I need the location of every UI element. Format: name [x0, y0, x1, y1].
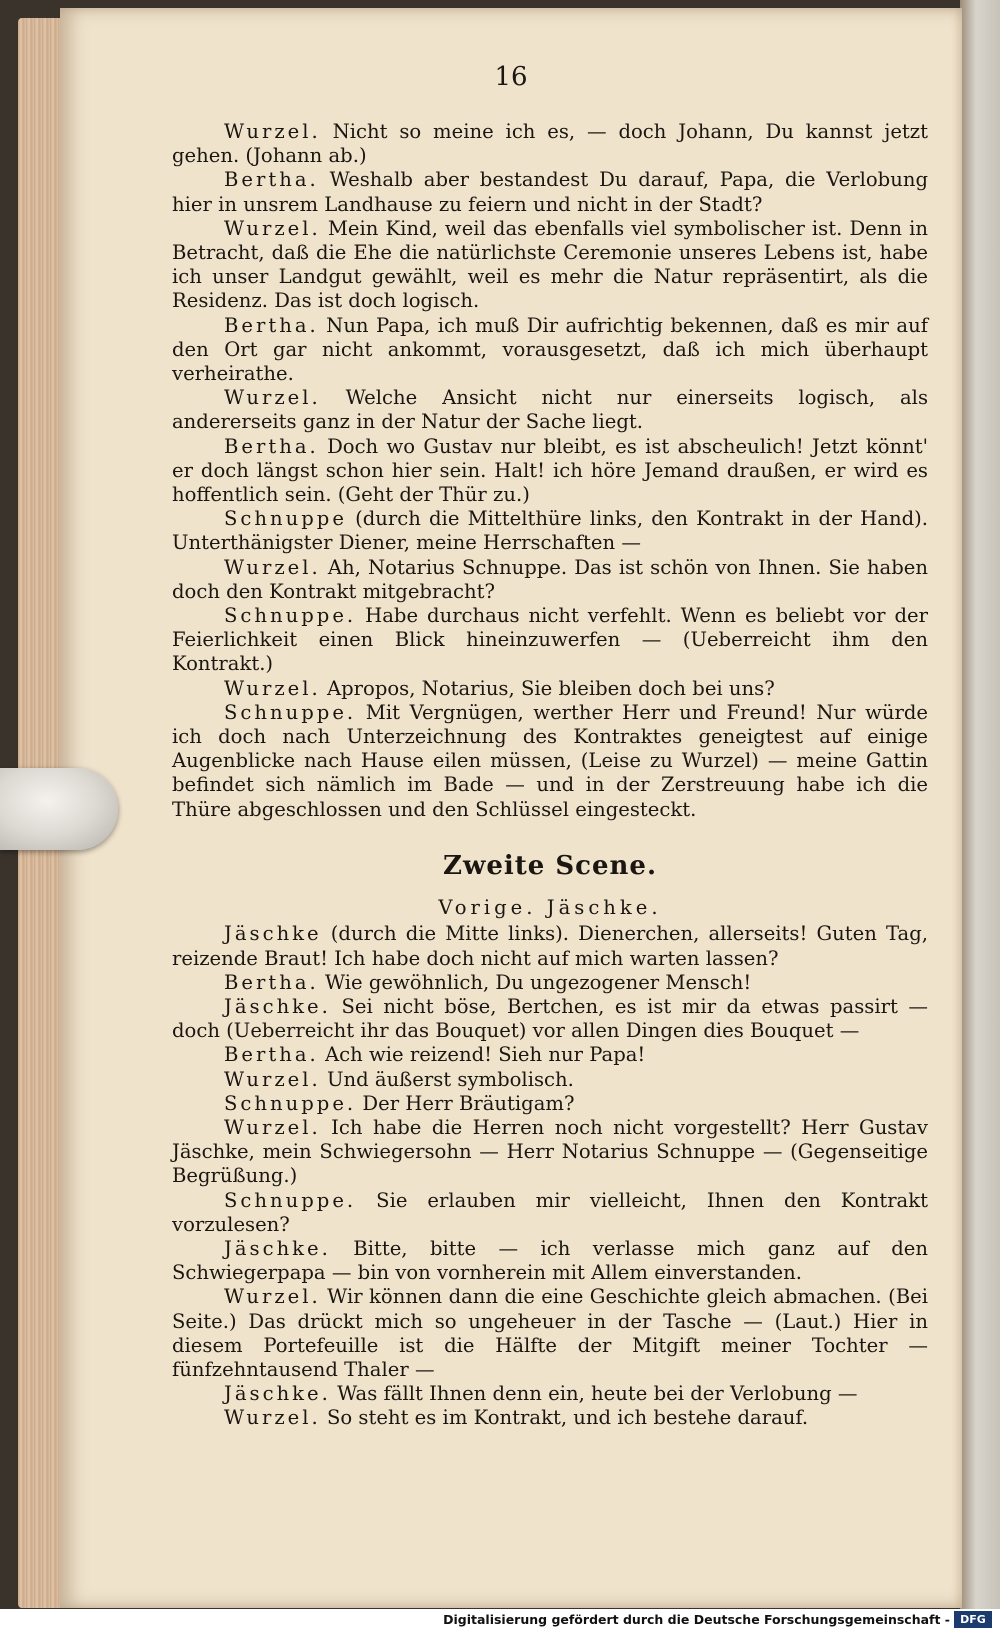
footer-credit: Digitalisierung gefördert durch die Deutsche Forschungsgemeinschaft -: [443, 1612, 950, 1627]
dialogue-text: Mit Vergnügen, werther Herr und Freund! Nur würde ich doch nach Unterzeichnung des Kontraktes geneigtest auf einige Augenblicke nach Hause eilen müssen, (Leise zu Wurzel) — meine Gattin befindet sich nämlich im Bade — und in der Zerstreuung habe ich die Thüre abgeschlossen und den Schlüssel eingesteckt.: [172, 700, 928, 821]
speaker-name: Wurzel.: [224, 555, 321, 579]
dialogue-text: Ah, Notarius Schnuppe. Das ist schön von Ihnen. Sie haben doch den Kontrakt mitgebracht?: [172, 555, 928, 603]
speaker-name: Schnuppe: [224, 507, 347, 531]
book-page: [60, 8, 962, 1608]
dialogue-paragraph: [172, 1382, 928, 1406]
speaker-name: Schnuppe.: [224, 1091, 357, 1115]
page-text: [172, 120, 928, 1431]
dialogue-text: Ach wie reizend! Sieh nur Papa!: [318, 1043, 646, 1067]
dialogue-paragraph: [172, 922, 928, 970]
speaker-name: Jäschke.: [224, 1382, 331, 1406]
dialogue-paragraph: [172, 507, 928, 555]
cast-line: Vorige. Jäschke.: [438, 896, 662, 920]
speaker-name: Bertha.: [224, 434, 319, 458]
dialogue-paragraph: [172, 971, 928, 995]
page-number: 16: [494, 62, 528, 92]
dialogue-paragraph: [172, 1237, 928, 1285]
speaker-name: Jäschke.: [224, 1236, 331, 1260]
dialogue-text: Nicht so meine ich es, — doch Johann, Du kannst jetzt gehen. (Johann ab.): [172, 120, 928, 168]
speaker-name: Jäschke.: [224, 994, 331, 1018]
dialogue-paragraph: [172, 604, 928, 677]
dialogue-paragraph: [172, 314, 928, 387]
dialogue-paragraph: [172, 1043, 928, 1067]
speaker-name: Wurzel.: [224, 1067, 321, 1091]
dialogue-text: Bitte, bitte — ich verlasse mich ganz auf den Schwiegerpapa — bin von vornherein mit Allem einverstanden.: [172, 1236, 928, 1285]
dialogue-text: Und äußerst symbolisch.: [320, 1067, 574, 1091]
speaker-name: Wurzel.: [224, 676, 321, 700]
dialogue-text: Wie gewöhnlich, Du ungezogener Mensch!: [318, 970, 752, 994]
dialogue-text: Welche Ansicht nicht nur einerseits logisch, als andererseits ganz in der Natur der Sache liegt.: [172, 386, 928, 434]
dialogue-paragraph: [172, 677, 928, 701]
speaker-name: Wurzel.: [224, 386, 321, 410]
dialogue-paragraph: [172, 120, 928, 168]
dialogue-paragraph: [172, 1285, 928, 1382]
speaker-name: Wurzel.: [224, 1406, 321, 1430]
dialogue-text: Sie erlauben mir vielleicht, Ihnen den Kontrakt vorzulesen?: [172, 1188, 928, 1236]
speaker-name: Schnuppe.: [224, 1188, 357, 1212]
speaker-name: Bertha.: [224, 970, 319, 994]
dialogue-paragraph: [172, 701, 928, 822]
dialogue-text: Weshalb aber bestandest Du darauf, Papa, die Verlobung hier in unsrem Landhause zu feiern und nicht in der Stadt?: [172, 168, 928, 216]
dialogue-after-scene: [172, 922, 928, 1430]
speaker-name: Jäschke: [224, 922, 322, 946]
dialogue-text: Sei nicht böse, Bertchen, es ist mir da etwas passirt — doch (Ueberreicht ihr das Bouquet) vor allen Dingen dies Bouquet —: [172, 994, 928, 1043]
dialogue-paragraph: [172, 217, 928, 314]
speaker-name: Schnuppe.: [224, 700, 357, 724]
dialogue-paragraph: [172, 435, 928, 508]
speaker-name: Bertha.: [224, 168, 319, 192]
scanner-right-edge: [960, 0, 1000, 1631]
speaker-name: Wurzel.: [224, 1115, 321, 1139]
dialogue-text: (durch die Mittelthüre links, den Kontrakt in der Hand). Unterthänigster Diener, meine Herrschaften —: [172, 507, 928, 555]
dialogue-before-scene: [172, 120, 928, 822]
dialogue-paragraph: [172, 1406, 928, 1430]
speaker-name: Bertha.: [224, 1043, 319, 1067]
dialogue-paragraph: [172, 1068, 928, 1092]
dialogue-text: Habe durchaus nicht verfehlt. Wenn es beliebt vor der Feierlichkeit einen Blick hineinzuwerfen — (Ueberreicht ihm den Kontrakt.): [172, 604, 928, 676]
dialogue-text: Apropos, Notarius, Sie bleiben doch bei uns?: [320, 676, 775, 700]
dialogue-text: Wir können dann die eine Geschichte gleich abmachen. (Bei Seite.) Das drückt mich so ungeheuer in der Tasche — (Laut.) Hier in diesem Portefeuille ist die Hälfte der Mitgift meiner Tochter — fünfzehntausend Thaler —: [172, 1285, 928, 1381]
dialogue-text: Nun Papa, ich muß Dir aufrichtig bekennen, daß es mir auf den Ort gar nicht ankommt, vorausgesetzt, daß ich mich überhaupt verheirathe.: [172, 313, 928, 386]
scanner-thumb: [0, 768, 118, 850]
dfg-logo-icon: DFG: [954, 1611, 992, 1628]
dialogue-paragraph: [172, 386, 928, 434]
speaker-name: Bertha.: [224, 313, 319, 337]
dialogue-paragraph: [172, 1116, 928, 1189]
dialogue-text: So steht es im Kontrakt, und ich bestehe darauf.: [320, 1406, 809, 1430]
dialogue-text: Doch wo Gustav nur bleibt, es ist abscheulich! Jetzt könnt' er doch längst schon hier sein. Halt! ich höre Jemand draußen, er wird es hoffentlich sein. (Geht der Thür zu.): [172, 434, 928, 507]
dialogue-text: Mein Kind, weil das ebenfalls viel symbolischer ist. Denn in Betracht, daß die Ehe die natürlichste Ceremonie unseres Lebens ist, habe ich unser Landgut gewählt, weil es mehr die Natur repräsentirt, als die Residenz. Das ist doch logisch.: [172, 216, 928, 313]
dialogue-text: Ich habe die Herren noch nicht vorgestellt? Herr Gustav Jäschke, mein Schwiegersohn — Herr Notarius Schnuppe — (Gegenseitige Begrüßung.): [172, 1115, 928, 1188]
speaker-name: Wurzel.: [224, 216, 321, 240]
dialogue-paragraph: [172, 168, 928, 216]
dialogue-text: Was fällt Ihnen denn ein, heute bei der Verlobung —: [330, 1382, 858, 1406]
dialogue-text: Der Herr Bräutigam?: [356, 1091, 575, 1115]
dialogue-paragraph: [172, 1092, 928, 1116]
speaker-name: Schnuppe.: [224, 604, 357, 628]
dialogue-paragraph: [172, 556, 928, 604]
digitization-footer: [0, 1609, 1000, 1631]
dialogue-paragraph: [172, 1189, 928, 1237]
dialogue-text: (durch die Mitte links). Dienerchen, allerseits! Guten Tag, reizende Braut! Ich habe doch nicht auf mich warten lassen?: [172, 922, 928, 970]
speaker-name: Wurzel.: [224, 120, 321, 143]
speaker-name: Wurzel.: [224, 1285, 321, 1309]
scene-title: Zweite Scene.: [442, 850, 658, 881]
dialogue-paragraph: [172, 995, 928, 1043]
